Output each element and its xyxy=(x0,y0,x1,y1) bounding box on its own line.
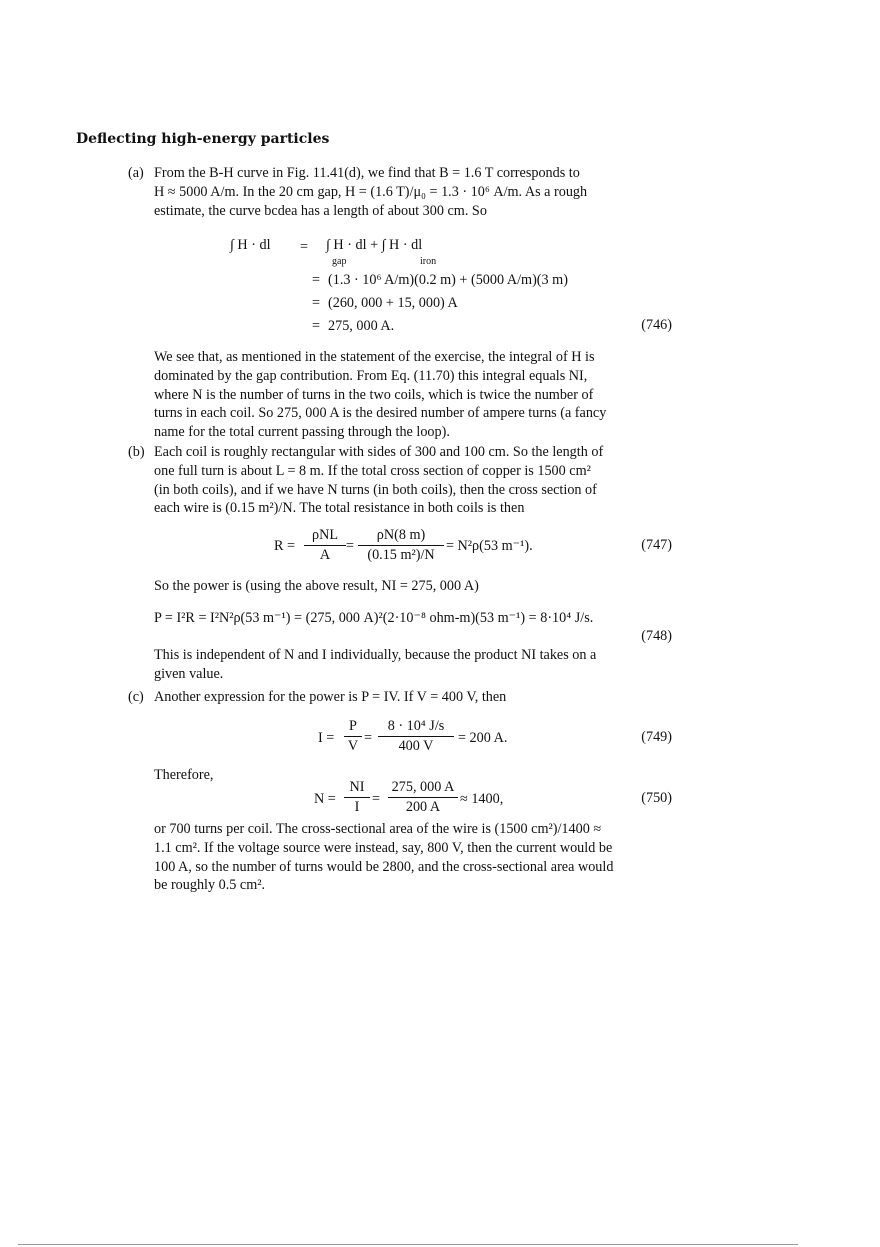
eq747-fraction-2 xyxy=(358,527,444,564)
part-a-intro xyxy=(154,164,672,220)
eq750-f2-den: 200 A xyxy=(405,799,441,815)
text-line: (in both coils), and if we have N turns (in both coils), then the cross section of xyxy=(154,481,597,498)
fraction-bar xyxy=(304,545,346,546)
eq747-rhs: = N²ρ(53 m⁻¹). xyxy=(446,538,533,554)
eq750-fraction-1 xyxy=(344,779,370,816)
eq750-eq: = xyxy=(372,791,381,807)
text-line: H ≈ 5000 A/m. In the 20 cm gap, H = (1.6 T)/μ₀ = 1.3 · 10⁶ A/m. As a rough xyxy=(154,183,588,200)
eq746-eq-sign-4: = xyxy=(312,318,321,334)
eq746-line4: 275, 000 A. xyxy=(328,318,395,334)
part-c-intro: Another expression for the power is P = IV. If V = 400 V, then xyxy=(154,689,507,705)
eq750-number: (750) xyxy=(641,790,672,806)
eq746-sub-iron: iron xyxy=(420,256,437,267)
eq748-text: P = I²R = I²N²ρ(53 m⁻¹) = (275, 000 A)²(2·10⁻⁸ ohm-m)(53 m⁻¹) = 8·10⁴ J/s. xyxy=(154,610,594,626)
eq746-lhs: ∫ H · dl xyxy=(230,237,271,253)
eq749-f1-num: P xyxy=(349,718,357,734)
part-a-label: (a) xyxy=(128,165,144,181)
fraction-bar xyxy=(358,545,444,546)
eq746-eq-sign-2: = xyxy=(312,272,321,288)
text-line: be roughly 0.5 cm². xyxy=(154,877,266,894)
text-line: one full turn is about L = 8 m. If the total cross section of copper is 1500 cm² xyxy=(154,462,591,479)
eq750-f1-num: NI xyxy=(349,779,365,795)
part-b-label: (b) xyxy=(128,444,145,460)
eq750-lhs: N = xyxy=(314,791,336,807)
text-line: name for the total current passing through the loop). xyxy=(154,424,450,441)
eq749-f2-num: 8 · 10⁴ J/s xyxy=(387,718,445,734)
text-line: or 700 turns per coil. The cross-sectional area of the wire is (1500 cm²)/1400 ≈ xyxy=(154,821,602,837)
eq746-rhs-line1: ∫ H · dl + ∫ H · dl xyxy=(326,237,423,253)
eq747-number: (747) xyxy=(641,537,672,553)
eq748-number: (748) xyxy=(641,628,672,644)
eq746-line2: (1.3 · 10⁶ A/m)(0.2 m) + (5000 A/m)(3 m) xyxy=(328,272,568,288)
text-line: We see that, as mentioned in the statement of the exercise, the integral of H is xyxy=(154,349,595,365)
text-line: where N is the number of turns in the two coils, which is twice the number of xyxy=(154,386,594,403)
eq746-line3: (260, 000 + 15, 000) A xyxy=(328,295,458,311)
section-title: Deflecting high-energy particles xyxy=(76,131,330,147)
text-line: From the B-H curve in Fig. 11.41(d), we find that B = 1.6 T corresponds to xyxy=(154,165,580,181)
eq747-lhs: R = xyxy=(274,538,296,554)
part-b-after xyxy=(154,646,672,684)
eq746-sub-gap: gap xyxy=(332,256,347,267)
eq749-f2-den: 400 V xyxy=(398,738,434,754)
eq749-number: (749) xyxy=(641,729,672,745)
fraction-bar xyxy=(388,797,458,798)
footer-rule xyxy=(18,1244,798,1245)
eq747-eq: = xyxy=(346,538,355,554)
eq750-fraction-2 xyxy=(388,779,458,816)
eq746-eq-sign-1: = xyxy=(300,239,309,255)
text-line: Each coil is roughly rectangular with sides of 300 and 100 cm. So the length of xyxy=(154,444,604,460)
eq749-fraction-2 xyxy=(378,718,454,755)
part-b-power-line: So the power is (using the above result, NI = 275, 000 A) xyxy=(154,578,479,594)
eq747-f1-num: ρNL xyxy=(312,527,338,543)
part-c-therefore: Therefore, xyxy=(154,767,214,783)
part-c-label: (c) xyxy=(128,689,144,705)
text-line: dominated by the gap contribution. From Eq. (11.70) this integral equals NI, xyxy=(154,367,588,384)
text-line: turns in each coil. So 275, 000 A is the desired number of ampere turns (a fancy xyxy=(154,405,607,422)
eq750-rhs: ≈ 1400, xyxy=(460,791,504,807)
eq747-fraction-1 xyxy=(304,527,346,564)
eq747-f2-num: ρN(8 m) xyxy=(376,527,426,543)
eq749-fraction-1 xyxy=(344,718,362,755)
fraction-bar xyxy=(344,736,362,737)
eq746-number: (746) xyxy=(641,317,672,333)
part-b-intro xyxy=(154,443,672,518)
text-line: 1.1 cm². If the voltage source were instead, say, 800 V, then the current would be xyxy=(154,839,613,856)
eq747-f1-den: A xyxy=(319,547,331,563)
eq749-lhs: I = xyxy=(318,730,335,746)
eq746-eq-sign-3: = xyxy=(312,295,321,311)
eq750-f2-num: 275, 000 A xyxy=(391,779,455,795)
text-line: given value. xyxy=(154,665,224,682)
eq749-rhs: = 200 A. xyxy=(458,730,508,746)
part-a-after xyxy=(154,348,672,442)
text-line: estimate, the curve bcdea has a length of about 300 cm. So xyxy=(154,202,487,219)
eq750-f1-den: I xyxy=(354,799,360,815)
text-line: This is independent of N and I individually, because the product NI takes on a xyxy=(154,647,597,663)
text-line: 100 A, so the number of turns would be 2800, and the cross-sectional area would xyxy=(154,858,614,875)
fraction-bar xyxy=(344,797,370,798)
text-line: each wire is (0.15 m²)/N. The total resistance in both coils is then xyxy=(154,500,525,517)
fraction-bar xyxy=(378,736,454,737)
eq749-eq: = xyxy=(364,730,373,746)
eq749-f1-den: V xyxy=(347,738,359,754)
eq747-f2-den: (0.15 m²)/N xyxy=(367,547,435,563)
part-c-after xyxy=(154,820,672,895)
